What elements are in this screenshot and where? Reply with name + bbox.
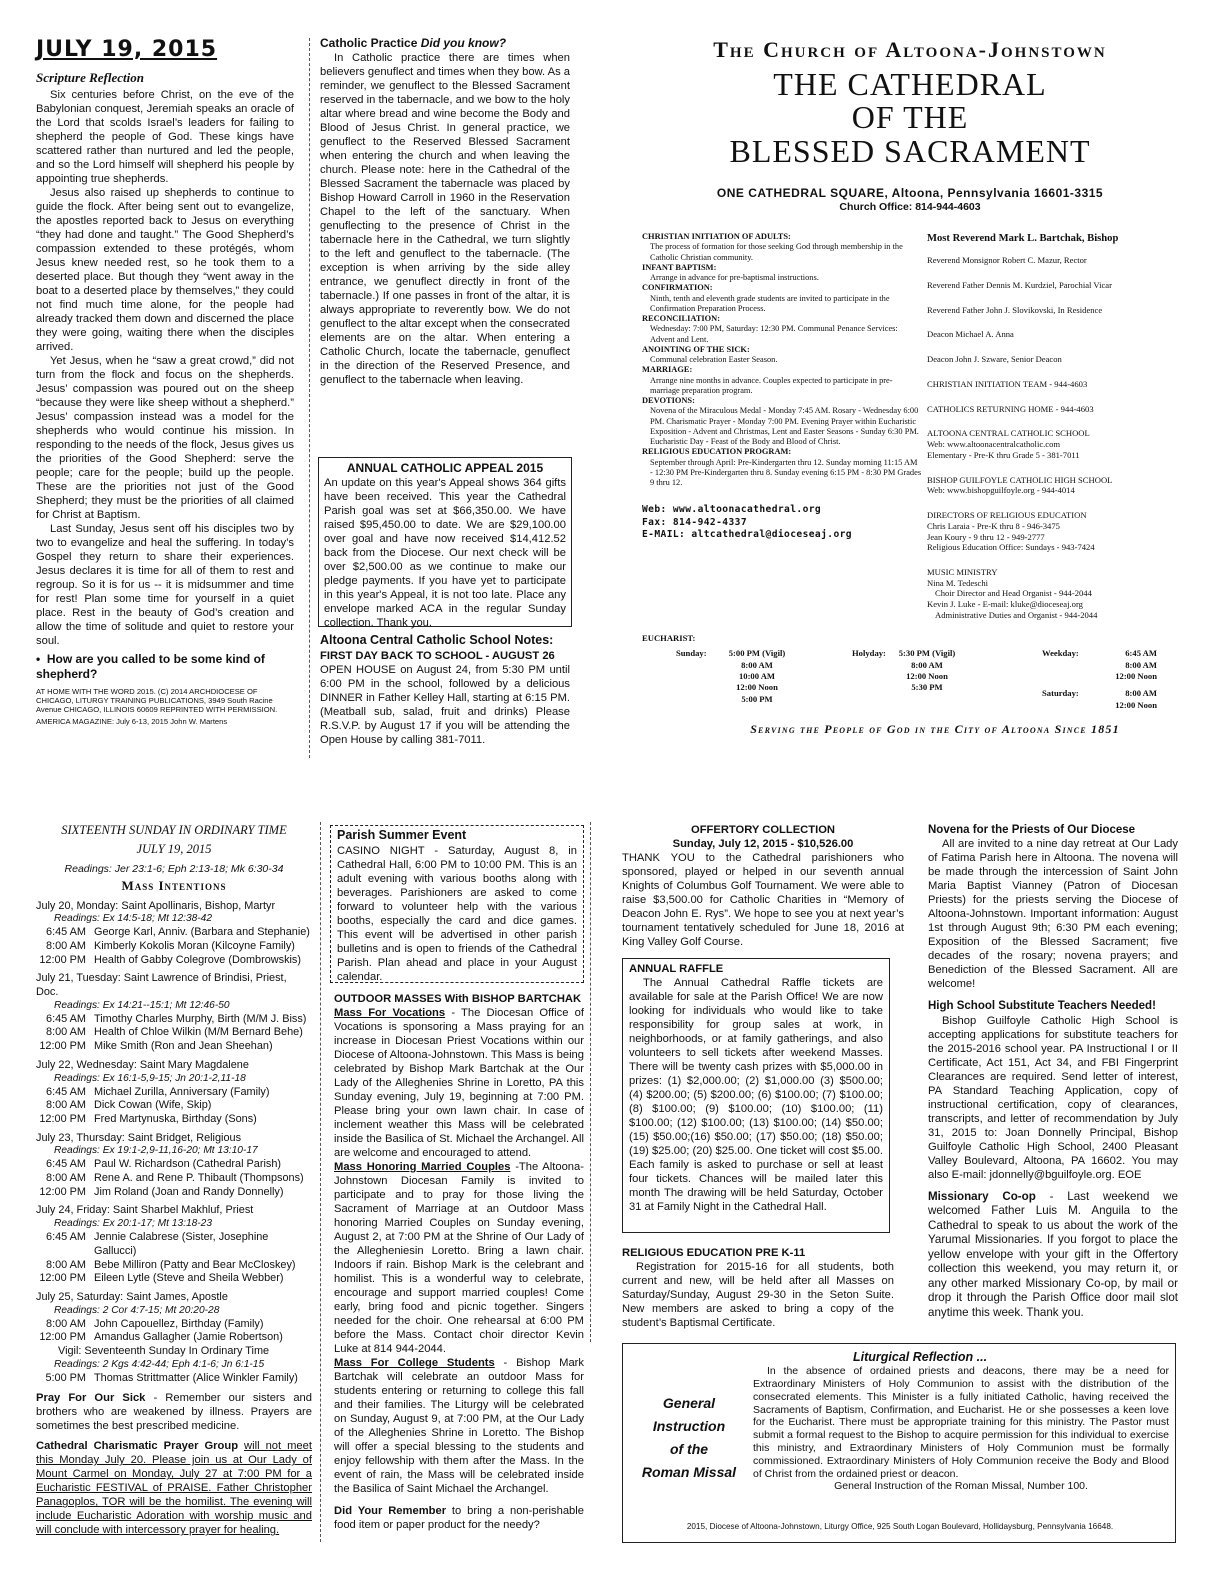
right-column (928, 823, 1178, 1320)
eucharist-schedule (642, 633, 1202, 724)
scripture-p1: Six centuries before Christ, on the eve of the Babylonian conquest, Jeremiah speaks an oracle of the Lord that scolds Israel’s leaders for failing to shepherd the people of God. These kings have scattered rather than nurtured and led the people, and so the Lord himself will shepherd his people by appointing true shepherds. (36, 88, 294, 185)
sacrament-text: Arrange in advance for pre-baptismal instructions. (650, 273, 819, 282)
intention-row: 8:00 AM Rene A. and Rene P. Thibault (Thompsons) (46, 1172, 304, 1185)
highschool-text: Bishop Guilfoyle Catholic High School is accepting applications for substitute teachers for the 2015-2016 school year. PA Instructional I or II Certificate, Act 151, Act 34, and FBI Fingerprint Clearances are required. Send letter of interest, PA Standard Teaching Application, copy of instructional certification, copy of clearances, transcripts, and letter of recommendation by July 31, 2015 to: Joan Donnelly Principal, Bishop Guilfoyle Catholic High School, 2400 Pleasant Valley Boulevard, Altoona, PA 16602. You may also E-mail: jdonnelly@bguilfoyle.org. EOE (928, 1014, 1178, 1181)
sacrament-heading: ANOINTING OF THE SICK: (642, 344, 750, 354)
intention-readings: Readings: Ex 14:5-18; Mt 12:38-42 (54, 913, 213, 925)
staff-bg-web: Web: www.bishopguilfoyle.org - 944-4014 (927, 485, 1075, 496)
intention-row: 6:45 AM Michael Zurilla, Anniversary (Family) (46, 1085, 270, 1098)
highschool-heading: High School Substitute Teachers Needed! (928, 1000, 1156, 1013)
summer-text: CASINO NIGHT - Saturday, August 8, in Cathedral Hall, 6:00 PM to 10:00 PM. This is an adult evening with various booths along with beverages. Parishioners are asked to come forward to volunteer help with the various booths, especially the card and dice games. This event will be advertised in other parish bulletins and is open to friends of the Cathedral Parish. Plan ahead and place in your August calendar. (337, 844, 577, 983)
intention-day (36, 972, 312, 1054)
mass-time: 12:00 Noon (906, 671, 948, 682)
mass-time: 8:00 AM (911, 659, 943, 670)
summer-heading: Parish Summer Event (337, 828, 467, 842)
staff-vicar: Reverend Father Dennis M. Kurdziel, Parochial Vicar (927, 279, 1112, 290)
sunday-title: SIXTEENTH SUNDAY IN ORDINARY TIME (61, 823, 287, 837)
scripture-p2: Jesus also raised up shepherds to continue to guide the flock. After being sent out to evangelize, the apostles reported back to Jesus on everything “they had done and taught.” The Good Shepherd’s compassion extended to these protégés, whom Jesus knew needed rest, so he took them to a deserted place. But though they “went away in the boat to a deserted place by themselves,” they could not find much time alone, for the people had already tracked them down and discerned the place they were going, waiting there when the disciples arrived. (36, 186, 294, 353)
intention-day-title: July 22, Wednesday: Saint Mary Magdalene (36, 1058, 249, 1071)
intention-row: 12:00 PM Fred Martynuska, Birthday (Sons) (39, 1112, 257, 1125)
school-notes (320, 633, 570, 747)
credit-2: AMERICA MAGAZINE: July 6-13, 2015 John W. Martens (36, 717, 228, 727)
sacrament-text: Ninth, tenth and eleventh grade students are invited to participate in the Confirmation Preparation Process. (650, 293, 890, 313)
mass-time: 8:00 AM (1125, 688, 1157, 699)
novena-text: All are invited to a nine day retreat at Our Lady of Fatima Parish here in Altoona. The novena will be made through the intercession of Saint John Maria Baptist Vianney (Patron of Diocesan Priests) for the priests serving the Diocese of Altoona-Johnstown. Important information: August 1st through August 9th; 6:30 PM each evening; Exposition of the Blessed Sacrament; five decades of the rosary; novena prayers; and Benediction of the Blessed Sacrament. All are welcome! (928, 838, 1178, 991)
intention-row: 8:00 AM Health of Chloe Wilkin (M/M Bernard Behe) (46, 1026, 303, 1039)
mass-time: 5:30 PM (911, 682, 943, 693)
intention-row: 8:00 AM Dick Cowan (Wife, Skip) (46, 1099, 212, 1112)
school-notes-heading: Altoona Central Catholic School Notes: (320, 633, 554, 647)
school-first-day: FIRST DAY BACK TO SCHOOL - AUGUST 26 (320, 649, 555, 662)
mass-time: 12:00 Noon (736, 682, 778, 693)
practice-text: In Catholic practice there are times when believers genuflect and times when they bow. As a reminder, we genuflect to the Blessed Sacrament reserved in the tabernacle, and we bow to the holy altar where bread and wine become the Body and Blood of Jesus Christ. In general practice, we genuflect to the Reserved Blessed Sacrament when entering the church and when leaving the church. Please note: here in the Cathedral of the Blessed Sacrament the tabernacle was placed by Bishop Howard Carroll in 1960 in the Reservation Chapel to the left of the sanctuary. When genuflecting to the presence of Christ in the tabernacle here in the Cathedral, we turn slightly to the left and genuflect to the tabernacle. (The exception is when arriving by the side alley entrance, we genuflect directly in front of the tabernacle.) If one passes in front of the altar, it is always appropriate to reverently bow. We do not genuflect to the altar except when the consecrated elements are on the altar. When entering a Catholic Church, locate the tabernacle, genuflect in the direction of the Reserved Presence, and genuflect to the tabernacle when leaving. (320, 52, 571, 386)
liturgical-box (622, 1343, 1176, 1543)
appeal-heading: ANNUAL CATHOLIC APPEAL 2015 (346, 461, 544, 475)
sacrament-text: Novena of the Miraculous Medal - Monday 7:45 AM. Rosary - Wednesday 6:00 PM. Charismatic Prayer - Monday 7:00 PM. Evening Prayer within Eucharistic Exposition - Advent and Christmas, Lent and Easter Seasons - Sunday 6:30 PM. Eucharistic Day - Feast of the Body and Blood of Christ. (650, 406, 919, 446)
sacrament-text: The process of formation for those seeking God through membership in the Catholic Christian community. (650, 242, 903, 262)
offertory-heading: OFFERTORY COLLECTION (691, 824, 835, 836)
sacraments-list (642, 232, 922, 542)
staff-dre-3: Religious Education Office: Sundays - 943-7424 (927, 542, 1095, 553)
scripture-p3: Yet Jesus, when he “saw a great crowd,” did not turn from the flock and focus on the shepherds. Jesus’ compassion was poured out on the sheep “because they were like sheep without a shepherd.” Jesus’ compassion instead was a model for the shepherds who would continue his mission. In responding to the needs of the flock, Jesus gives us the priorities of the Good Shepherd: serve the people; care for the people; build up the people. These are the priorities not just of the Good Shepherd; they must be the priorities of all claimed for Christ at Baptism. (36, 354, 294, 521)
vigil-readings: Readings: 2 Kgs 4:42-44; Eph 4:1-6; Jn 6:1-15 (54, 1358, 265, 1370)
intention-day (36, 1059, 312, 1127)
mass-time: 5:00 PM (741, 693, 773, 704)
liturgical-heading: Liturgical Reflection ... (853, 1350, 988, 1364)
staff-dre-1: Chris Laraia - Pre-K thru 8 - 946-3475 (927, 520, 1060, 531)
sacrament-heading: DEVOTIONS: (642, 396, 695, 405)
intention-row: 8:00 AM John Capouellez, Birthday (Family) (46, 1317, 264, 1330)
raffle-box (622, 958, 890, 1233)
summer-event-box (330, 825, 584, 983)
scripture-p4: Last Sunday, Jesus sent off his disciples two by two to evangelize and heal the suffering. In today’s Gospel they return to share their experiences. Jesus declares it is time for all of them to rest and regroup. So it is for us -- it is midsummer and time for rest! Plan some time for yourself in a quiet place. Rest in the beauty of God’s creation and allow the time of solitude and quiet to restore your soul. (36, 522, 294, 647)
intention-day-title: July 23, Thursday: Saint Bridget, Religious (36, 1131, 242, 1144)
sacrament-heading: RELIGIOUS EDUCATION PROGRAM: (642, 447, 792, 457)
intention-day (36, 1132, 312, 1200)
intention-readings: Readings: Ex 16:1-5,9-15; Jn 20:1-2,11-18 (54, 1072, 246, 1084)
offertory-text: THANK YOU to the Cathedral parishioners who sponsored, played or helped in our seventh annual Knights of Columbus Golf Tournament. We were able to raise $3,500.00 for Catholic Charities in “Memory of Deacon John E. Rys”. We hope to see you at next year’s tournament tentatively scheduled for June 18, 2016 at King Valley Golf Course. (622, 852, 904, 948)
liturgical-footer: 2015, Diocese of Altoona-Johnstown, Liturgy Office, 925 South Logan Boulevard, Hollidaysburg, Pennsylvania 16648. (686, 1522, 1114, 1531)
sick-note: Pray For Our Sick - Remember our sisters and brothers who are weakened by illness. Prayers are sometimes the best prescribed medicine. (36, 1392, 312, 1433)
vocations-text: - The Diocesan Office of Vocations is sponsoring a Mass praying for an increase in Diocesan Priest Vocations within our Diocese of Altoona-Johnstown. This Mass is being celebrated by Bishop Mark Bartchak at the Our Lady of the Alleghenies Shrine in Loretto, PA this Sunday evening, July 19, beginning at 7:00 PM. Please bring your own lawn chair. In case of inclement weather this Mass will be celebrated inside the Basilica of St. Michael the Archangel. All are welcome and encouraged to attend. (334, 1007, 584, 1159)
liturgical-body (753, 1350, 1169, 1493)
staff-directory (927, 232, 1197, 621)
relig-text: Registration for 2015-16 for all students, both current and new, will be held after all Masses on Saturday/Sunday, August 29-30 in the Seton Suite. New members are asked to bring a copy of the student’s Baptismal Certificate. (622, 1261, 894, 1329)
mass-time: 5:30 PM (Vigil) (898, 648, 956, 659)
staff-rector: Reverend Monsignor Robert C. Mazur, Rector (927, 255, 1087, 266)
staff-accs-elem: Elementary - Pre-K thru Grade 5 - 381-7011 (927, 449, 1080, 460)
sunday-times (712, 648, 802, 705)
eucharist-label: EUCHARIST: (642, 633, 696, 643)
mass-intentions-column (36, 823, 312, 1537)
college-text: - Bishop Mark Bartchak will celebrate an outdoor Mass for students entering or returning to college this fall and their families. The Liturgy will be celebrated on Sunday, August 9, at 7:00 PM, at the Our Lady of the Alleghenies Shrine in Loretto. The Bishop will offer a special blessing to the students and enjoy fellowship with them after the Mass. In the event of rain, the Mass will be celebrated inside the Basilica of Saint Michael the Archangel. (334, 1357, 584, 1495)
staff-accs: ALTOONA CENTRAL CATHOLIC SCHOOL (927, 428, 1090, 439)
intention-readings: Readings: Ex 20:1-17; Mt 13:18-23 (54, 1218, 213, 1230)
intention-row: 8:00 AM Kimberly Kokolis Moran (Kilcoyne Family) (46, 939, 295, 952)
cathedral-title-1: THE CATHEDRAL (773, 65, 1047, 102)
intention-readings: Readings: Ex 14:21--15:1; Mt 12:46-50 (54, 999, 230, 1011)
parish-motto: Serving the People of God in the City of Altoona Since 1851 (750, 722, 1120, 736)
staff-bishop: Most Reverend Mark L. Bartchak, Bishop (927, 233, 1119, 244)
church-office: Church Office: 814-944-4603 (839, 201, 981, 214)
parish-email: E-MAIL: altcathedral@dioceseaj.org (642, 529, 852, 541)
liturgical-cite: General Instruction of the Roman Missal, Number 100. (834, 1480, 1088, 1493)
offertory-sub: Sunday, July 12, 2015 - $10,526.00 (672, 838, 854, 850)
sunday-label: Sunday: (676, 648, 707, 659)
intention-row: 6:45 AM George Karl, Anniv. (Barbara and Stephanie) (46, 926, 310, 939)
intention-day (36, 1204, 312, 1286)
intention-day-title: July 24, Friday: Saint Sharbel Makhluf, Priest (36, 1204, 254, 1217)
mass-time: 6:45 AM (1125, 648, 1157, 659)
credit-1: AT HOME WITH THE WORD 2015. (C) 2014 ARCHDIOCESE OF CHICAGO, LITURGY TRAINING PUBLICATIONS, 3949 South Racine Avenue CHICAGO, ILLINOIS 60609 REPRINTED WITH PERMISSION. (36, 686, 278, 714)
staff-music-2: Choir Director and Head Organist - 944-2044 (935, 588, 1092, 599)
mass-time: 8:00 AM (741, 659, 773, 670)
intention-day-title: July 25, Saturday: Saint James, Apostle (36, 1291, 228, 1303)
weekday-times (1087, 648, 1157, 682)
intention-row: 5:00 PM Thomas Strittmatter (Alice Winkler Family) (45, 1371, 298, 1384)
saturday-times (1087, 688, 1157, 711)
mass-time: 12:00 Noon (1115, 671, 1157, 682)
staff-bg: BISHOP GUILFOYLE CATHOLIC HIGH SCHOOL (927, 474, 1113, 485)
vocations-heading: Mass For Vocations (334, 1007, 446, 1019)
liturgical-text: In the absence of ordained priests and deacons, there may be a need for Extraordinary Ministers of Holy Communion to assist with the distribution of the consecrated elements. This Minister is a fully initiated Catholic, having received the Sacraments of Baptism, Confirmation, and Eucharist. He or she possesses a keen love for the Eucharist. There must be appropriate training for this ministry. The Pastor must submit a formal request to the Bishop to acquire permission for this individual to exercise this ministry, and Extraordinary Ministers of Holy Communion must be formally commissioned. Extraordinary Ministers of Holy Communion receive the Body and Blood of Christ from the ordained priest or deacon. (753, 1365, 1169, 1480)
staff-music-4: Administrative Duties and Organist - 944-2044 (935, 609, 1098, 620)
intention-row: 12:00 PM Mike Smith (Ron and Jean Sheehan) (39, 1040, 273, 1053)
vigil-title: Vigil: Seventeenth Sunday In Ordinary Time (58, 1345, 270, 1358)
relig-heading: RELIGIOUS EDUCATION PRE K-11 (622, 1247, 806, 1259)
sacrament-text: Arrange nine months in advance. Couples expected to participate in pre-marriage preparation program. (650, 375, 893, 395)
saturday-label: Saturday: (1042, 688, 1079, 699)
intention-day-title: July 20, Monday: Saint Apollinaris, Bishop, Martyr (36, 899, 276, 912)
sacrament-heading: CONFIRMATION: (642, 283, 713, 293)
bulletin-date: JULY 19, 2015 (36, 37, 218, 62)
college-heading: Mass For College Students (334, 1357, 495, 1369)
mass-time: 5:00 PM (Vigil) (728, 648, 786, 659)
staff-deacon-1: Deacon Michael A. Anna (927, 329, 1014, 340)
sacrament-text: Communal celebration Easter Season. (650, 355, 778, 364)
staff-music-3: Kevin J. Luke - E-mail: kluke@dioceseaj.org (927, 599, 1083, 610)
intention-row: 8:00 AM Bebe Milliron (Patty and Bear McCloskey) (46, 1258, 296, 1271)
scripture-heading: Scripture Reflection (36, 69, 144, 85)
sacrament-heading: INFANT BAPTISM: (642, 262, 717, 272)
staff-crh: CATHOLICS RETURNING HOME - 944-4603 (927, 403, 1094, 414)
remember-text: to bring a non-perishable food item or paper product for the needy? (334, 1505, 584, 1531)
intention-row: 6:45 AM Jennie Calabrese (Sister, Josephine Gallucci) (46, 1231, 269, 1257)
intention-row: 12:00 PM Health of Gabby Colegrove (Dombrowskis) (39, 953, 302, 966)
sunday-date: JULY 19, 2015 (136, 841, 212, 856)
sacrament-text: September through April: Pre-Kindergarten thru 12. Sunday morning 11:15 AM - 12:30 PM Pre-Kindergarten thru 8. Sunday evening 6:15 PM - 8:30 PM Grades 9 thru 12. (650, 457, 922, 487)
holyday-label: Holyday: (852, 648, 886, 659)
cathedral-title-3: BLESSED SACRAMENT (729, 132, 1091, 169)
intention-day (36, 900, 312, 968)
staff-dre: DIRECTORS OF RELIGIOUS EDUCATION (927, 510, 1087, 521)
appeal-box (318, 457, 572, 627)
cathedral-title-2: OF THE (851, 99, 969, 136)
married-heading: Mass Honoring Married Couples (334, 1161, 511, 1173)
parish-fax: Fax: 814-942-4337 (642, 516, 747, 528)
weekday-label: Weekday: (1042, 648, 1079, 659)
mass-time: 12:00 Noon (1115, 699, 1157, 710)
staff-dre-2: Jean Koury - 9 thru 12 - 949-2777 (927, 531, 1045, 542)
liturgical-side: General Instruction of the Roman Missal (641, 1395, 737, 1481)
scripture-question: • How are you called to be some kind of shepherd? (36, 651, 265, 681)
masthead (610, 36, 1210, 214)
practice-heading: Catholic Practice Did you know? (320, 36, 507, 50)
intention-row: 12:00 PM Amandus Gallagher (Jamie Robertson) (39, 1331, 283, 1344)
novena-heading: Novena for the Priests of Our Diocese (928, 824, 1136, 836)
mass-time: 8:00 AM (1125, 659, 1157, 670)
appeal-text: An update on this year's Appeal shows 364 gifts have been received. This year the Cathedral Parish goal was set at $66,350.00. We have raised $95,450.00 to date. We are $29,100.00 over goal and have now received $14,412.52 back from the Diocese. Our next check will be over $2,500.00 as we continue to make our pledge payments. If you have yet to participate in this year's Appeal, it is not too late. Place any envelope marked ACA in the regular Sunday collection. Thank you. (324, 477, 566, 629)
church-address: ONE CATHEDRAL SQUARE, Altoona, Pennsylvania 16601-3315 (716, 186, 1104, 201)
sunday-readings: Readings: Jer 23:1-6; Eph 2:13-18; Mk 6:30-34 (64, 863, 284, 876)
married-text: -The Altoona-Johnstown Diocesan Family is invited to participate and to pray for those living the Sacrament of Marriage at an Outdoor Mass honoring Married Couples on Sunday evening, August 2, at 7:00 PM at the Shrine of Our Lady of the Allegheniesin Loretto. Bring a lawn chair. Indoors if rain. Bishop Mark is the celebrant and homilist. This is a wonderful way to celebrate, encourage and support married couples! Come early, bring food and picnic together. Singers needed for the choir. One rehearsal at 6:00 PM before the Mass. Contact choir director Kevin Luke at 814 944-2044. (334, 1161, 584, 1355)
intention-row: 12:00 PM Eileen Lytle (Steve and Sheila Webber) (39, 1272, 284, 1285)
religious-ed (622, 1246, 894, 1330)
intention-readings: Readings: 2 Cor 4:7-15; Mt 20:20-28 (54, 1304, 220, 1316)
holyday-times (882, 648, 972, 693)
sacrament-heading: MARRIAGE: (642, 365, 693, 375)
school-notes-text: OPEN HOUSE on August 24, from 5:30 PM until 6:00 PM in the school, followed by a delicious DINNER in Father Kelley Hall, starting at 6:15 PM. (Meatball sub, salad, fruit and drinks) Please R.S.V.P. by August 17 if you will be attending the Open House by calling 381-7011. (320, 663, 570, 746)
intention-day-title: July 21, Tuesday: Saint Lawrence of Brindisi, Priest, Doc. (36, 972, 287, 999)
staff-deacon-2: Deacon John J. Szware, Senior Deacon (927, 354, 1062, 365)
practice-column (320, 36, 570, 387)
sacrament-heading: CHRISTIAN INITIATION OF ADULTS: (642, 232, 791, 241)
missionary-note: Missionary Co-op - Last weekend we welcomed Father Luis M. Anguila to the Cathedral to speak to us about the work of the Yarumal Missionaries. If you forgot to place the yellow envelope with your gift in the Offertory collection this weekend, you may return it, or any other marked Missionary Co-op, by mail or drop it through the Parish Office door mail slot anytime this week. Thank you. (928, 1189, 1178, 1319)
intention-row: 6:45 AM Paul W. Richardson (Cathedral Parish) (46, 1158, 282, 1171)
mass-intentions-heading: Mass Intentions (121, 878, 227, 894)
staff-music: MUSIC MINISTRY (927, 566, 998, 577)
intention-readings: Readings: Ex 19:1-2,9-11,16-20; Mt 13:10-17 (54, 1145, 258, 1157)
charismatic-note: Cathedral Charismatic Prayer Group will not meet this Monday July 20. Please join us at Our Lady of Mount Carmel on Monday, July 27 at 7:00 PM for a Eucharistic FESTIVAL of PRAISE. Father Christopher Panagoplos, TOR will be the homilist. The evening will include Eucharistic Adoration with worship music and will conclude with intercessory prayer for healing. (36, 1440, 312, 1537)
staff-residence: Reverend Father John J. Slovikovski, In Residence (927, 304, 1103, 315)
intention-day (36, 1291, 312, 1385)
staff-accs-web: Web: www.altoonacentralcatholic.com (927, 439, 1061, 450)
remember-heading: Did Your Remember (334, 1505, 447, 1517)
outdoor-heading: OUTDOOR MASSES With BISHOP BARTCHAK (334, 993, 582, 1005)
scripture-column (36, 36, 294, 726)
staff-music-1: Nina M. Tedeschi (927, 577, 989, 588)
outdoor-masses (334, 992, 584, 1532)
offertory-section (622, 823, 904, 949)
raffle-heading: ANNUAL RAFFLE (629, 963, 724, 975)
staff-cit: CHRISTIAN INITIATION TEAM - 944-4603 (927, 378, 1088, 389)
intention-row: 12:00 PM Jim Roland (Joan and Randy Donnelly) (39, 1185, 284, 1198)
sacrament-text: Wednesday: 7:00 PM, Saturday: 12:30 PM. Communal Penance Services: Advent and Lent. (650, 324, 898, 344)
intention-row: 6:45 AM Timothy Charles Murphy, Birth (M/M J. Biss) (46, 1012, 307, 1025)
raffle-text: The Annual Cathedral Raffle tickets are available for sale at the Parish Office! We are now looking for individuals who would like to take responsibility for group sales at work, in neighborhoods, or at family gatherings, and also volunteers to sell tickets after weekend Masses. There will be twenty cash prizes with $5,000.00 in prizes: (1) $2,000.00; (2) $1,000.00 (3) $500.00; (4) $200.00; (5) $200.00; (6) $100.00; (7) $100.00; (8) $100.00; (9) $100.00; (10) $100.00; (11) $100.00; (12) $100.00; (13) $100.00; (14) $50.00; (15) $50.00;(16) $50.00; (17) $50.00; (18) $50.00; (19) $25.00; (20) $25.00. One ticket will cost $5.00. Each family is asked to purchase or sell at least four tickets. Chances will be mailed later this month The drawing will be held Saturday, October 31 at Family Night in the Cathedral Hall. (629, 977, 883, 1213)
church-name: The Church of Altoona-Johnstown (713, 37, 1107, 62)
sacrament-heading: RECONCILIATION: (642, 314, 721, 323)
parish-web: Web: www.altoonacathedral.org (642, 504, 822, 516)
mass-time: 10:00 AM (738, 671, 776, 682)
